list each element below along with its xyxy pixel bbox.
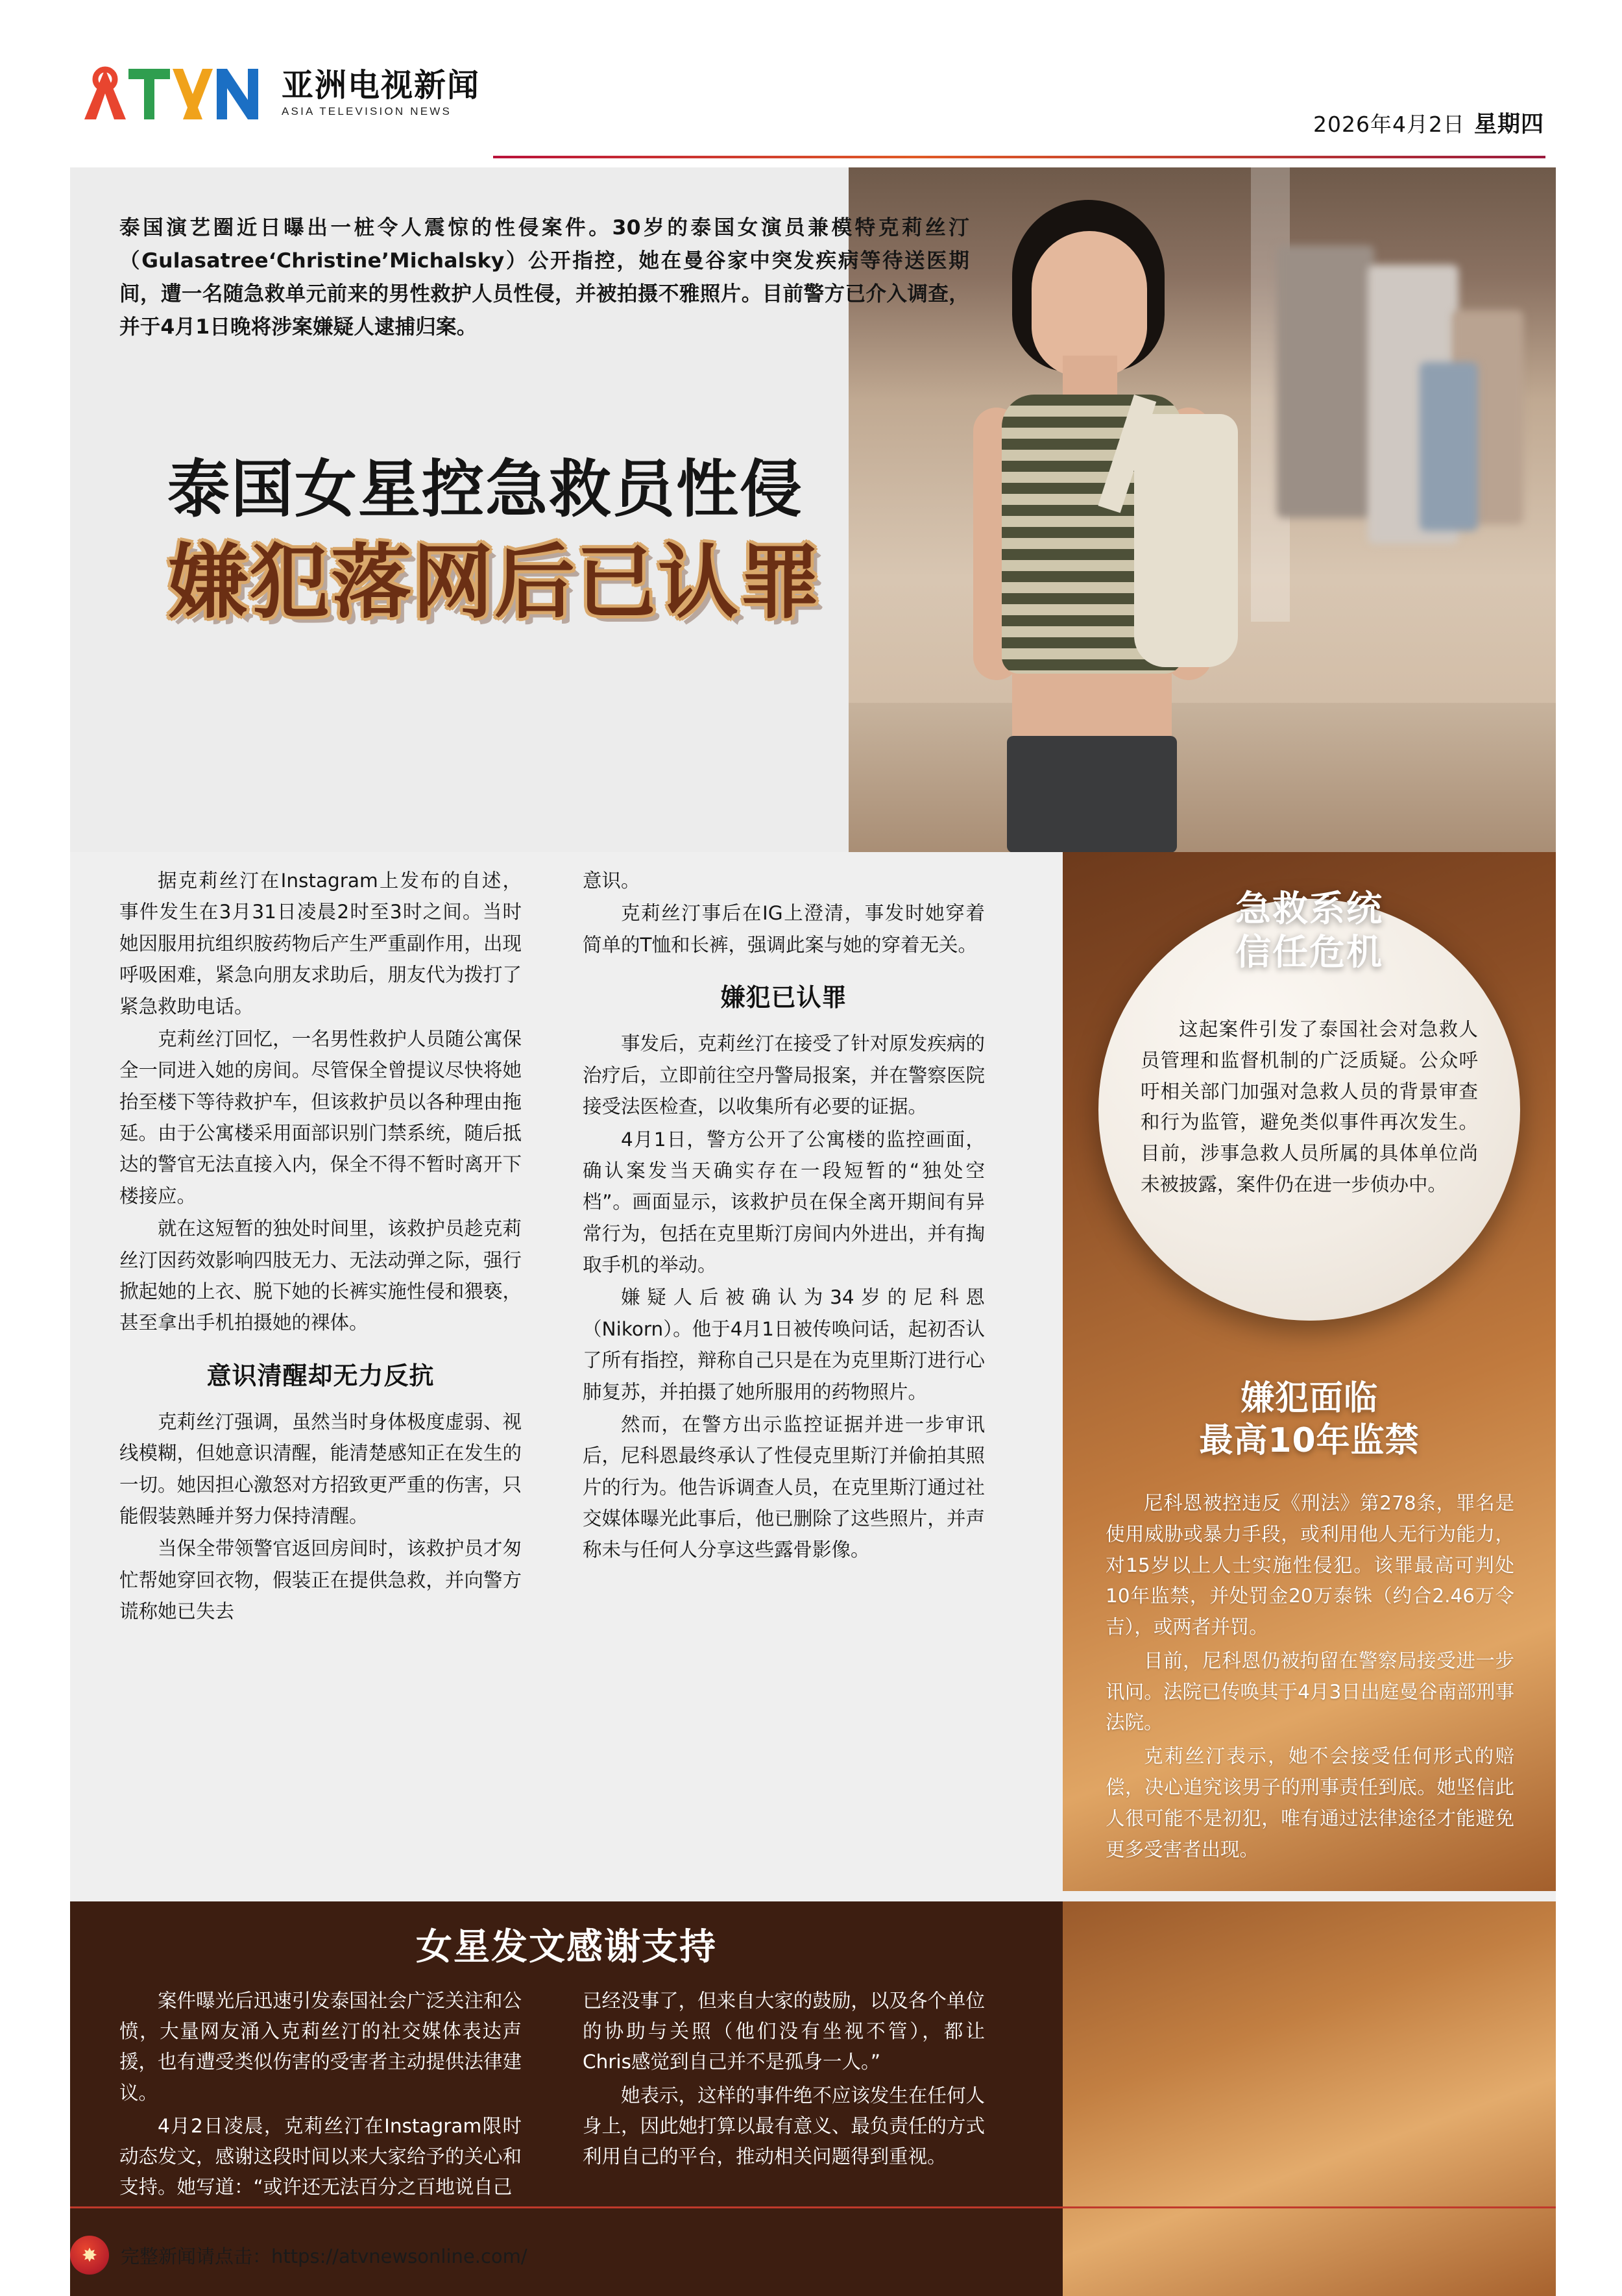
- band-column-2: [583, 1986, 985, 2175]
- seal-icon: ✸: [70, 2236, 109, 2275]
- paragraph: 事发后，克莉丝汀在接受了针对原发疾病的治疗后，立即前往空丹警局报案，并在警察医院接受法医检查，以收集所有必要的证据。: [583, 1032, 985, 1118]
- header-divider: [493, 156, 1545, 158]
- publish-weekday: 星期四: [1473, 112, 1544, 138]
- brand-logo[interactable]: [78, 60, 480, 131]
- brand-name-en: ASIA TELEVISION NEWS: [282, 105, 452, 118]
- headline-primary: 泰国女星控急救员性侵: [167, 453, 803, 526]
- paragraph: 据克莉丝汀在Instagram上发布的自述，事件发生在3月31日凌晨2时至3时之间。当时她因服用抗组织胺药物后产生严重副作用，出现呼吸困难，紧急向朋友求助后，朋友代为拨打了紧急救助电话。: [119, 870, 522, 1018]
- section-subheading: 意识清醒却无力反抗: [206, 1361, 435, 1390]
- paragraph: 尼科恩被控违反《刑法》第278条，罪名是使用威胁或暴力手段，或利用他人无行为能力，对15岁以上人士实施性侵犯。该罪最高可判处10年监禁，并处罚金20万泰铢（约合2.46万令吉），或两者并罚。: [1106, 1492, 1514, 1639]
- sidebar-body: [1106, 1488, 1514, 1868]
- paragraph: 然而，在警方出示监控证据并进一步审讯后，尼科恩最终承认了性侵克里斯汀并偷拍其照片的行为。他告诉调查人员，在克里斯汀通过社交媒体曝光此事后，他已删除了这些照片，并声称未与任何人分享这些露骨影像。: [583, 1413, 985, 1561]
- footer: [70, 2226, 1556, 2284]
- masthead: [0, 47, 1622, 144]
- headline-secondary: 嫌犯落网后已认罪: [167, 536, 822, 629]
- brand-name-cn: 亚洲电视新闻: [282, 66, 481, 104]
- paragraph: 她表示，这样的事件绝不应该发生在任何人身上，因此她打算以最有意义、最负责任的方式利用自己的平台，推动相关问题得到重视。: [583, 2084, 985, 2168]
- paragraph: 克莉丝汀事后在IG上澄清，事发时她穿着简单的T恤和长裤，强调此案与她的穿着无关。: [583, 902, 985, 956]
- paragraph: 就在这短暂的独处时间里，该救护员趁克莉丝汀因药效影响四肢无力、无法动弹之际，强行掀起她的上衣、脱下她的长裤实施性侵和猥亵，甚至拿出手机拍摄她的裸体。: [119, 1217, 522, 1334]
- paragraph: 当保全带领警官返回房间时，该救护员才匆忙帮她穿回衣物，假装正在提供急救，并向警方谎称她已失去: [119, 1537, 522, 1623]
- sidebar-subtitle-line1: 嫌犯面临: [1240, 1379, 1378, 1418]
- paragraph: 嫌疑人后被确认为34岁的尼科恩（Nikorn）。他于4月1日被传唤问话，起初否认了所有指控，辩称自己只是在为克里斯汀进行心肺复苏，并拍摄了她所服用的药物照片。: [583, 1286, 985, 1403]
- date-block: [1313, 106, 1544, 139]
- article-column-2: [583, 865, 985, 1567]
- sidebar-title-line1: 急救系统: [1235, 888, 1383, 929]
- section-subheading: 嫌犯已认罪: [720, 983, 847, 1012]
- sidebar-title: [1063, 887, 1556, 974]
- paragraph: 4月2日凌晨，克莉丝汀在Instagram限时动态发文，感谢这段时间以来大家给予的关心和支持。她写道：“或许还无法百分之百地说自己: [119, 2114, 522, 2199]
- paragraph: 这起案件引发了泰国社会对急救人员管理和监督机制的广泛质疑。公众呼吁相关部门加强对急救人员的背景审查和行为监管，避免类似事件再次发生。目前，涉事急救人员所属的具体单位尚未被披露，案件仍在进一步侦办中。: [1141, 1018, 1478, 1195]
- publish-date: 2026年4月2日: [1313, 112, 1465, 137]
- band-column-1: [119, 1986, 522, 2205]
- sidebar-title-line2: 信任危机: [1235, 931, 1383, 973]
- hero-section: [70, 167, 1556, 852]
- sidebar-subtitle-line2: 最高10年监禁: [1199, 1421, 1420, 1460]
- article-sheet: [70, 167, 1556, 2199]
- article-column-1: [119, 865, 522, 1629]
- paragraph: 目前，尼科恩仍被拘留在警察局接受进一步讯问。法院已传唤其于4月3日出庭曼谷南部刑事法院。: [1106, 1649, 1514, 1734]
- footer-divider: [70, 2206, 1556, 2208]
- paragraph: 案件曝光后迅速引发泰国社会广泛关注和公愤，大量网友涌入克莉丝汀的社交媒体表达声援，也有遭受类似伤害的受害者主动提供法律建议。: [119, 1990, 522, 2104]
- sidebar-subtitle: [1063, 1378, 1556, 1462]
- paragraph: 意识。: [583, 870, 640, 892]
- footer-link-text[interactable]: 完整新闻请点击：https://atvnewsonline.com/: [121, 2245, 527, 2267]
- paragraph: 已经没事了，但来自大家的鼓励，以及各个单位的协助与关照（他们没有坐视不管），都让Chris感觉到自己并不是孤身一人。”: [583, 1990, 985, 2073]
- atvn-logo-icon: [78, 60, 272, 131]
- sidebar-panel: [1063, 852, 1556, 1891]
- paragraph: 4月1日，警方公开了公寓楼的监控画面，确认案发当天确实存在一段短暂的“独处空档”。画面显示，该救护员在保全离开期间有异常行为，包括在克里斯汀房间内外进出，并有掏取手机的举动。: [583, 1128, 985, 1276]
- paragraph: 克莉丝汀表示，她不会接受任何形式的赔偿，决心追究该男子的刑事责任到底。她坚信此人很可能不是初犯，唯有通过法律途径才能避免更多受害者出现。: [1106, 1745, 1514, 1861]
- lead-paragraph: 泰国演艺圈近日曝出一桩令人震惊的性侵案件。30岁的泰国女演员兼模特克莉丝汀（Gulasatree‘Christine’Michalsky）公开指控，她在曼谷家中突发疾病等待送医期间，遭一名随急救单元前来的男性救护人员性侵，并被拍摄不雅照片。目前警方已介入调查，并于4月1日晚将涉案嫌疑人逮捕归案。: [119, 216, 969, 339]
- sidebar-circle-text: [1141, 1014, 1478, 1201]
- band-title: 女星发文感谢支持: [416, 1926, 717, 1968]
- paragraph: 克莉丝汀回忆，一名男性救护人员随公寓保全一同进入她的房间。尽管保全曾提议尽快将她抬至楼下等待救护车，但该救护员以各种理由拖延。由于公寓楼采用面部识别门禁系统，随后抵达的警官无法直接入内，保全不得不暂时离开下楼接应。: [119, 1027, 522, 1207]
- subject-figure: [939, 200, 1244, 852]
- paragraph: 克莉丝汀强调，虽然当时身体极度虚弱、视线模糊，但她意识清醒，能清楚感知正在发生的一切。她因担心激怒对方招致更严重的伤害，只能假装熟睡并努力保持清醒。: [119, 1410, 522, 1528]
